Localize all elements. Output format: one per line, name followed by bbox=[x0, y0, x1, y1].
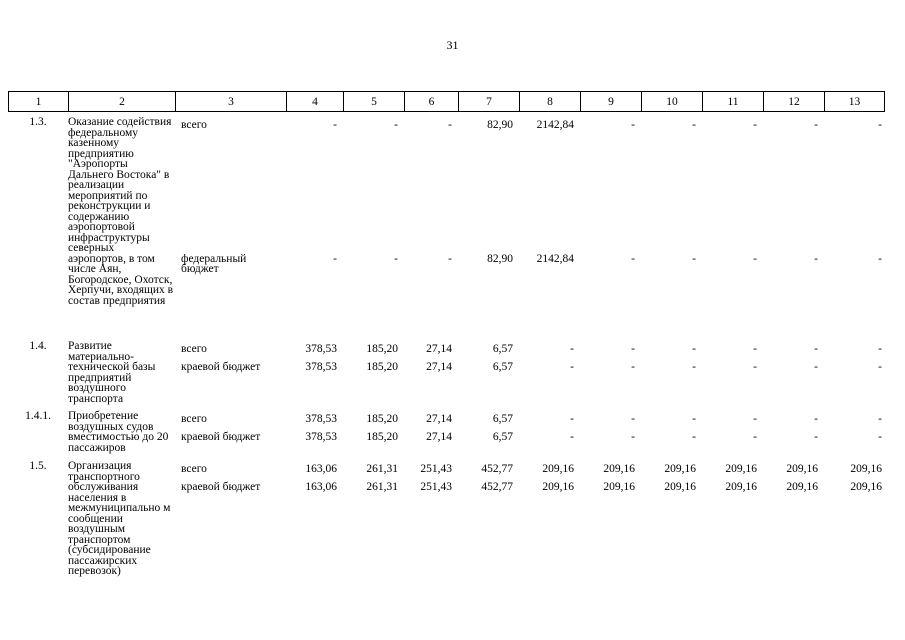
value-cell: 185,20 bbox=[366, 430, 398, 443]
header-cell: 13 bbox=[825, 92, 885, 112]
value-cell: 82,90 bbox=[487, 252, 513, 265]
funding-source: всего bbox=[181, 119, 207, 131]
value-cell: - bbox=[631, 430, 635, 443]
value-cell: 251,43 bbox=[420, 480, 452, 493]
header-cell: 3 bbox=[176, 92, 287, 112]
value-cell: 27,14 bbox=[426, 413, 452, 425]
header-cell: 5 bbox=[344, 92, 405, 112]
value-cell: 185,20 bbox=[366, 343, 398, 355]
header-cell: 6 bbox=[405, 92, 459, 112]
value-cell: 452,77 bbox=[481, 480, 513, 493]
value-cell: 209,16 bbox=[664, 480, 696, 493]
table-row bbox=[8, 117, 888, 341]
value-cell: - bbox=[878, 119, 882, 131]
column-number-header bbox=[8, 91, 885, 112]
header-row bbox=[9, 92, 885, 112]
value-cell: 378,53 bbox=[305, 413, 337, 425]
value-cell: - bbox=[692, 430, 696, 443]
table-row bbox=[8, 411, 888, 461]
value-cell: - bbox=[814, 430, 818, 443]
header-cell: 7 bbox=[459, 92, 520, 112]
value-cell: - bbox=[570, 430, 574, 443]
activity-name: Организация транспортного обслуживания населения в межмуниципально м сообщении воздушным транспортом (субсидирование пассажирских перевозок) bbox=[68, 460, 171, 577]
value-cell: - bbox=[753, 430, 757, 443]
value-cell: 261,31 bbox=[366, 463, 398, 475]
value-cell: - bbox=[692, 119, 696, 131]
value-cell: - bbox=[448, 252, 452, 265]
value-cell: - bbox=[814, 119, 818, 131]
activity-name: Развитие материально-технической базы предприятий воздушного транспорта bbox=[68, 340, 156, 405]
table-row bbox=[8, 461, 888, 591]
value-cell: 27,14 bbox=[426, 430, 452, 443]
value-cell: - bbox=[692, 343, 696, 355]
header-cell: 12 bbox=[764, 92, 825, 112]
header-cell: 11 bbox=[703, 92, 764, 112]
value-cell: 209,16 bbox=[850, 463, 882, 475]
value-cell: 251,43 bbox=[420, 463, 452, 475]
funding-source: краевой бюджет bbox=[181, 430, 261, 443]
value-cell: 209,16 bbox=[725, 480, 757, 493]
value-cell: 185,20 bbox=[366, 413, 398, 425]
header-cell: 4 bbox=[287, 92, 344, 112]
table-row bbox=[8, 341, 888, 411]
value-cell: 261,31 bbox=[366, 480, 398, 493]
value-cell: - bbox=[631, 343, 635, 355]
value-cell: - bbox=[753, 413, 757, 425]
value-cell: 378,53 bbox=[305, 360, 337, 373]
value-cell: - bbox=[878, 360, 882, 373]
value-cell: - bbox=[878, 252, 882, 265]
program-activities-table bbox=[8, 117, 888, 591]
funding-source: федеральный бюджет bbox=[181, 252, 247, 275]
row-number: 1.4. bbox=[29, 340, 47, 352]
value-cell: - bbox=[753, 252, 757, 265]
value-cell: 209,16 bbox=[603, 463, 635, 475]
value-cell: - bbox=[753, 360, 757, 373]
value-cell: 452,77 bbox=[481, 463, 513, 475]
value-cell: 378,53 bbox=[305, 343, 337, 355]
page-number: 31 bbox=[446, 38, 459, 52]
value-cell: - bbox=[333, 119, 337, 131]
value-cell: 209,16 bbox=[786, 480, 818, 493]
value-cell: 6,57 bbox=[492, 343, 513, 355]
value-cell: 27,14 bbox=[426, 343, 452, 355]
value-cell: - bbox=[814, 360, 818, 373]
value-cell: 163,06 bbox=[305, 480, 337, 493]
funding-source: краевой бюджет bbox=[181, 360, 261, 373]
value-cell: - bbox=[814, 413, 818, 425]
value-cell: 2142,84 bbox=[536, 252, 574, 265]
value-cell: - bbox=[333, 252, 337, 265]
value-cell: - bbox=[814, 252, 818, 265]
row-number: 1.5. bbox=[29, 460, 47, 472]
value-cell: 82,90 bbox=[487, 119, 513, 131]
value-cell: 209,16 bbox=[542, 463, 574, 475]
row-number: 1.4.1. bbox=[25, 410, 51, 422]
value-cell: - bbox=[753, 343, 757, 355]
funding-source: краевой бюджет bbox=[181, 480, 261, 493]
value-cell: - bbox=[570, 343, 574, 355]
value-cell: - bbox=[448, 119, 452, 131]
value-cell: - bbox=[631, 252, 635, 265]
value-cell: 209,16 bbox=[850, 480, 882, 493]
value-cell: - bbox=[394, 252, 398, 265]
value-cell: 378,53 bbox=[305, 430, 337, 443]
header-cell: 9 bbox=[581, 92, 642, 112]
value-cell: 6,57 bbox=[492, 413, 513, 425]
value-cell: - bbox=[631, 360, 635, 373]
value-cell: - bbox=[631, 119, 635, 131]
value-cell: - bbox=[570, 413, 574, 425]
value-cell: 209,16 bbox=[664, 463, 696, 475]
funding-source: всего bbox=[181, 463, 207, 475]
header-cell: 2 bbox=[69, 92, 176, 112]
value-cell: 185,20 bbox=[366, 360, 398, 373]
header-cell: 10 bbox=[642, 92, 703, 112]
value-cell: - bbox=[631, 413, 635, 425]
value-cell: 209,16 bbox=[725, 463, 757, 475]
activity-name: Приобретение воздушных судов вместимостью до 20 пассажиров bbox=[68, 410, 169, 454]
value-cell: - bbox=[878, 343, 882, 355]
value-cell: 27,14 bbox=[426, 360, 452, 373]
value-cell: - bbox=[692, 413, 696, 425]
header-cell: 8 bbox=[520, 92, 581, 112]
value-cell: 6,57 bbox=[492, 360, 513, 373]
row-number: 1.3. bbox=[29, 116, 47, 128]
value-cell: 209,16 bbox=[786, 463, 818, 475]
value-cell: - bbox=[692, 252, 696, 265]
value-cell: 209,16 bbox=[542, 480, 574, 493]
value-cell: - bbox=[814, 343, 818, 355]
value-cell: - bbox=[878, 430, 882, 443]
value-cell: - bbox=[753, 119, 757, 131]
value-cell: 2142,84 bbox=[536, 119, 574, 131]
funding-source: всего bbox=[181, 413, 207, 425]
value-cell: 6,57 bbox=[492, 430, 513, 443]
value-cell: - bbox=[692, 360, 696, 373]
activity-name: Оказание содействия федеральному казенному предприятию "Аэропорты Дальнего Востока" в реализации мероприятий по реконструкции и содержанию аэропортовой инфраструктуры северных аэропортов, в том числе Аян, Богородское, Охотск, Херпучи, входящих в состав предприятия bbox=[68, 116, 174, 307]
value-cell: 163,06 bbox=[305, 463, 337, 475]
header-cell: 1 bbox=[9, 92, 69, 112]
value-cell: 209,16 bbox=[603, 480, 635, 493]
funding-source: всего bbox=[181, 343, 207, 355]
value-cell: - bbox=[394, 119, 398, 131]
value-cell: - bbox=[878, 413, 882, 425]
value-cell: - bbox=[570, 360, 574, 373]
